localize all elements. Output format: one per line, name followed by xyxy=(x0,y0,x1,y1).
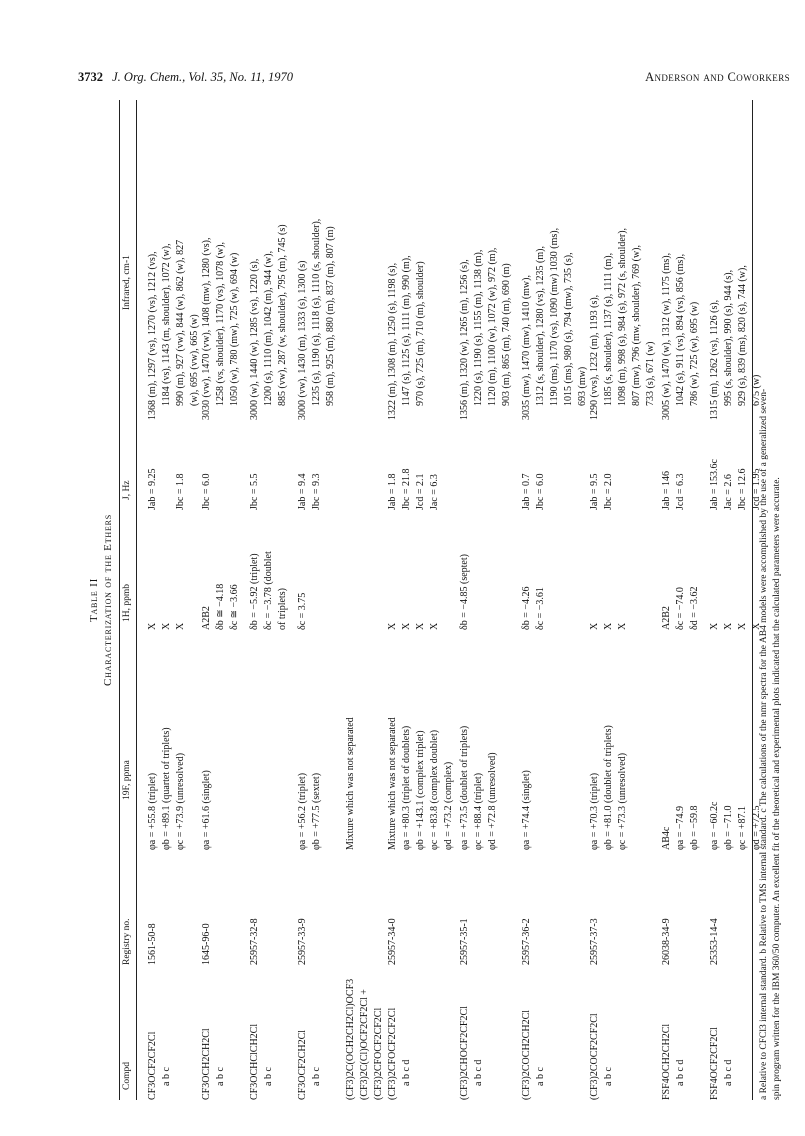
cell-line: FSF4OCH2CH2Cl xyxy=(661,1023,672,1100)
cell-line: 25957-36-2 xyxy=(521,918,532,965)
cell-line: X xyxy=(709,622,720,630)
cell-line: CF3OCF2CH2Cl xyxy=(297,1029,308,1100)
top-rule xyxy=(119,100,120,1100)
cell-line: φc = +73.9 (unresolved) xyxy=(175,752,186,850)
cell-f xyxy=(660,805,702,850)
journal-citation: J. Org. Chem., Vol. 35, No. 11, 1970 xyxy=(112,70,294,84)
cell-line: 1200 (s), 1110 (m), 1042 (m), 944 (w), xyxy=(263,250,274,406)
cell-h xyxy=(386,623,442,630)
cell-reg xyxy=(386,918,400,965)
cell-line: Jbc = 21.8 xyxy=(401,468,412,510)
cell-line: δc = −3.78 (doublet xyxy=(263,551,274,630)
cell-line: φa = −60.2c xyxy=(709,801,720,850)
cell-line: 1315 (m), 1262 (vs), 1126 (s), xyxy=(709,299,720,420)
cell-ir xyxy=(708,265,764,420)
cell-line: X xyxy=(429,622,440,630)
cell-line: (CF3)2CHOCF2CF2Cl xyxy=(459,1006,470,1100)
cell-line: φa = −74.9 xyxy=(675,806,686,850)
cell-line: φa = +70.3 (triplet) xyxy=(589,772,600,850)
cell-line: φc = +83.8 (complex doublet) xyxy=(429,729,440,850)
cell-compd xyxy=(248,1024,276,1100)
cell-line: X xyxy=(415,622,426,630)
cell-ir xyxy=(200,238,242,420)
cell-line: 1185 (s, shoulder), 1137 (s), 1111 (m), xyxy=(603,252,614,406)
cell-ir xyxy=(248,224,290,420)
cell-line: (w), 695 (vw), 665 (w) xyxy=(189,314,200,406)
cell-line: φb = +81.0 (doublet of triplets) xyxy=(603,725,614,850)
cell-line: X xyxy=(175,622,186,630)
cell-line: 1147 (s), 1125 (s), 1111 (m), 990 (m), xyxy=(401,255,412,406)
cell-line: 958 (m), 925 (m), 880 (m), 837 (m), 807 (m) xyxy=(325,226,336,406)
cell-reg xyxy=(458,918,472,965)
cell-line: 1561-50-8 xyxy=(147,923,158,965)
cell-line: 693 (mw) xyxy=(577,366,588,406)
cell-line: 3000 (w), 1440 (w), 1285 (vs), 1220 (s), xyxy=(249,258,260,420)
cell-line: φb = −59.8 xyxy=(689,805,700,850)
cell-line: X xyxy=(401,622,412,630)
cell-ir xyxy=(146,240,202,420)
cell-f xyxy=(344,717,358,850)
cell-line: X xyxy=(617,622,628,630)
cell-line: (CF3)2C(Cl)OCF2CF2Cl + xyxy=(359,989,370,1100)
cell-line: Jbc = 1.8 xyxy=(175,473,186,510)
cell-j xyxy=(386,469,442,510)
cell-line: 1042 (s), 911 (vs), 894 (vs), 856 (ms), xyxy=(675,253,686,406)
cell-line: φa = +74.4 (singlet) xyxy=(521,770,532,850)
cell-line: FSF4OCF2CF2Cl xyxy=(709,1027,720,1100)
cell-line: Jab = 153.6c xyxy=(709,459,720,510)
col-header-infrared: Infrared, cm-1 xyxy=(122,255,132,310)
footnote-line: a Relative to CFCl3 internal standard. b Relative to TMS internal standard. c The calculations of the nmr spectra for the AB4 models were accomplished by the use of a generalized seven- xyxy=(759,388,769,1100)
cell-line: φc = +88.4 (triplet) xyxy=(473,772,484,850)
cell-h xyxy=(146,623,188,630)
cell-line: Jac = 6.3 xyxy=(429,474,440,510)
cell-j xyxy=(146,469,188,510)
cell-line: 3005 (w), 1470 (w), 1312 (w), 1175 (ms), xyxy=(661,252,672,420)
cell-h xyxy=(296,593,310,630)
cell-line: a b c d xyxy=(473,1059,484,1086)
table-title: Table II xyxy=(88,577,100,623)
cell-line: 3030 (vw), 1470 (vw), 1408 (mw), 1280 (vs), xyxy=(201,237,212,420)
cell-line: X xyxy=(603,622,614,630)
cell-line: 1098 (m), 998 (s), 984 (s), 972 (s, shoulder), xyxy=(617,227,628,406)
cell-line: X xyxy=(161,622,172,630)
cell-ir xyxy=(458,248,514,420)
col-header-compd: Compd xyxy=(122,1062,132,1090)
cell-compd xyxy=(146,1032,174,1100)
cell-line: 25353-14-4 xyxy=(709,918,720,965)
cell-h xyxy=(458,554,472,630)
cell-line: (CF3)2CFOCF2CF2Cl xyxy=(373,1007,384,1100)
cell-line: Jbc = 6.0 xyxy=(201,473,212,510)
cell-line: Jbc = 2.0 xyxy=(603,473,614,510)
cell-line: X xyxy=(737,622,748,630)
cell-line: Jab = 1.8 xyxy=(387,473,398,510)
rotated-table xyxy=(88,100,788,1100)
header-rule xyxy=(136,100,137,1100)
cell-line: φa = +55.8 (triplet) xyxy=(147,772,158,850)
cell-ir xyxy=(386,255,428,420)
cell-line: 885 (vw), 287 (w, shoulder), 795 (m), 745 (s) xyxy=(277,224,288,406)
cell-line: δc = −3.61 xyxy=(535,587,546,630)
cell-line: Jbc = 12.6 xyxy=(737,468,748,510)
cell-line: 1120 (m), 1100 (w), 1072 (w), 972 (m), xyxy=(487,247,498,406)
cell-line: a b c d xyxy=(723,1059,734,1086)
col-header-registry: Registry no. xyxy=(122,918,132,965)
cell-line: X xyxy=(751,622,762,630)
cell-line: 25957-34-0 xyxy=(387,918,398,965)
cell-line: 25957-32-8 xyxy=(249,918,260,965)
cell-line: a b c d xyxy=(675,1059,686,1086)
cell-compd xyxy=(296,1030,324,1100)
cell-line: Mixture which was not separated xyxy=(387,717,398,850)
footnote-line: spin program written for the IBM 360/50 computer. An excellent fit of the theoretical and experimental plots indicated that the calculated parameters were accurate. xyxy=(772,477,782,1100)
bottom-rule xyxy=(752,100,753,1100)
cell-f xyxy=(520,770,534,850)
cell-line: A2B2 xyxy=(661,606,672,630)
cell-h xyxy=(520,587,548,631)
cell-line: φa = +61.6 (singlet) xyxy=(201,770,212,850)
cell-line xyxy=(160,469,174,510)
cell-reg xyxy=(588,918,602,965)
cell-line: 807 (mw), 796 (mw, shoulder), 769 (w), xyxy=(631,245,642,406)
cell-line: 3035 (mw), 1470 (mw), 1410 (mw), xyxy=(521,275,532,420)
cell-line: Mixture which was not separated xyxy=(345,717,356,850)
cell-line: Jab = 0.7 xyxy=(521,473,532,510)
cell-line: 1015 (ms), 980 (s), 794 (mw), 735 (s), xyxy=(563,252,574,406)
cell-ir xyxy=(588,228,658,420)
cell-line: Jcd = 1.95 xyxy=(751,468,762,510)
cell-line: 3000 (vw), 1430 (m), 1333 (s), 1300 (s) xyxy=(297,260,308,420)
cell-line: φa = +73.5 (doublet of triplets) xyxy=(459,725,470,850)
cell-j xyxy=(520,474,548,510)
cell-line: (CF3)2CFOCF2CF2Cl xyxy=(387,1007,398,1100)
cell-compd xyxy=(200,1028,228,1100)
cell-line: 903 (m), 865 (m), 740 (m), 690 (m) xyxy=(501,263,512,406)
cell-ir xyxy=(520,228,590,420)
cell-line: δc ≅ −3.66 xyxy=(229,584,240,630)
cell-reg xyxy=(708,918,722,965)
cell-reg xyxy=(520,918,534,965)
cell-line: 1645-96-0 xyxy=(201,923,212,965)
cell-line: X xyxy=(589,622,600,630)
cell-line: a b c xyxy=(215,1067,226,1086)
cell-line: φb = +77.5 (sextet) xyxy=(311,772,322,850)
cell-line: AB4c xyxy=(661,826,672,850)
cell-line: CF3OCF2CF2Cl xyxy=(147,1031,158,1100)
cell-line: φd = +72.5 xyxy=(751,805,762,850)
cell-line: 1050 (w), 780 (mw), 725 (w), 694 (w) xyxy=(229,252,240,406)
cell-line: 995 (s, shoulder), 990 (s), 944 (s), xyxy=(723,269,734,406)
cell-line: φa = +56.2 (triplet) xyxy=(297,772,308,850)
cell-j xyxy=(200,474,214,510)
col-header-j: J, Hz xyxy=(122,480,132,500)
cell-line: Jab = 9.25 xyxy=(147,468,158,510)
cell-line: 733 (s), 671 (w) xyxy=(645,341,656,406)
cell-line: a b c xyxy=(311,1067,322,1086)
cell-line: a b c xyxy=(535,1067,546,1086)
cell-line: Jbc = 6.0 xyxy=(535,473,546,510)
cell-f xyxy=(386,717,456,850)
col-header-1h: 1H, ppmb xyxy=(122,584,132,622)
cell-h xyxy=(660,587,702,631)
cell-line: φc = +73.3 (unresolved) xyxy=(617,752,628,850)
table-footnotes xyxy=(758,100,784,1100)
page-number: 3732 xyxy=(78,70,103,84)
cell-line: (CF3)2COCF2CF2Cl xyxy=(589,1013,600,1100)
cell-reg xyxy=(146,923,160,965)
cell-line: 990 (m), 927 (vw), 844 (w), 862 (w), 827 xyxy=(175,239,186,406)
cell-line: Jab = 9.5 xyxy=(589,473,600,510)
cell-ir xyxy=(296,219,338,420)
page-header xyxy=(78,70,790,86)
cell-line: Jcd = 6.3 xyxy=(675,473,686,510)
cell-line: 1190 (ms), 1170 (vs), 1090 (mw) 1030 (ms), xyxy=(549,227,560,406)
cell-line: 1184 (vs), 1143 (m, shoulder), 1072 (w), xyxy=(161,243,172,406)
cell-h xyxy=(200,584,242,630)
cell-line: φb = −71.0 xyxy=(723,805,734,850)
cell-f xyxy=(708,802,764,850)
cell-line: δb ≅ −4.18 xyxy=(215,583,226,630)
cell-compd xyxy=(520,1010,548,1100)
cell-line: a b c xyxy=(161,1067,172,1086)
cell-line: 25957-35-1 xyxy=(459,918,470,965)
cell-line: a b c xyxy=(603,1067,614,1086)
cell-f xyxy=(146,727,188,850)
cell-line: 1290 (vvs), 1232 (m), 1193 (s), xyxy=(589,294,600,420)
cell-j xyxy=(588,474,616,510)
cell-f xyxy=(200,770,214,850)
cell-line: 25957-37-3 xyxy=(589,918,600,965)
cell-line: 675 (w) xyxy=(751,374,762,406)
cell-line: X xyxy=(147,622,158,630)
cell-compd xyxy=(660,1024,688,1100)
cell-line: 26038-34-9 xyxy=(661,918,672,965)
cell-f xyxy=(588,725,630,850)
cell-line: 1220 (s), 1190 (s), 1155 (m), 1138 (m), xyxy=(473,249,484,406)
cell-line: Jab = 146 xyxy=(661,471,672,510)
cell-compd xyxy=(344,979,386,1100)
cell-line: δd = −3.62 xyxy=(689,586,700,630)
cell-h xyxy=(588,623,630,630)
cell-line: 1356 (m), 1320 (w), 1265 (m), 1256 (s), xyxy=(459,259,470,420)
cell-line: X xyxy=(723,622,734,630)
cell-line: δb = −4.26 xyxy=(521,586,532,630)
cell-line: of triplets) xyxy=(277,588,288,630)
cell-line: φb = +89.1 (quartet of triplets) xyxy=(161,727,172,850)
cell-line: 786 (w), 725 (w), 695 (w) xyxy=(689,301,700,406)
cell-line: a b c xyxy=(263,1067,274,1086)
cell-j xyxy=(296,474,324,510)
cell-line: φd = +73.2 (complex) xyxy=(443,761,454,850)
cell-compd xyxy=(588,1013,616,1100)
cell-compd xyxy=(708,1027,736,1100)
cell-line: δc = 3.75 xyxy=(297,592,308,630)
cell-line: Jbc = 5.5 xyxy=(249,473,260,510)
cell-line: Jcd = 2.1 xyxy=(415,473,426,510)
cell-line: φd = +72.8 (unresolved) xyxy=(487,752,498,850)
cell-h xyxy=(248,551,290,630)
cell-line: φa = +80.3 (triplet of doublets) xyxy=(401,725,412,850)
cell-f xyxy=(458,726,500,850)
cell-line: A2B2 xyxy=(201,606,212,630)
cell-line: 929 (s), 839 (ms), 820 (s), 744 (w), xyxy=(737,265,748,406)
cell-reg xyxy=(200,923,214,965)
cell-line: φb = +143.1 (complex triplet) xyxy=(415,730,426,850)
cell-reg xyxy=(660,918,674,965)
cell-line: φc = +87.1 xyxy=(737,806,748,850)
cell-compd xyxy=(386,1008,414,1100)
cell-line: CF3OCH2CH2Cl xyxy=(201,1028,212,1100)
cell-line: δb = −4.85 (septet) xyxy=(459,554,470,630)
cell-line: δb = −5.92 (triplet) xyxy=(249,553,260,630)
table-subtitle: Characterization of the Ethers xyxy=(102,513,114,687)
col-header-19f: 19F, ppma xyxy=(122,760,132,800)
cell-line: X xyxy=(387,622,398,630)
cell-line: (CF3)2COCH2CH2Cl xyxy=(521,1009,532,1100)
cell-line: Jab = 9.4 xyxy=(297,473,308,510)
cell-line: Jbc = 9.3 xyxy=(311,473,322,510)
cell-f xyxy=(296,773,324,850)
cell-line: Jac = 2.6 xyxy=(723,474,734,510)
cell-compd xyxy=(458,1006,486,1100)
cell-reg xyxy=(248,918,262,965)
cell-line: 1368 (m), 1297 (vs), 1270 (vs), 1212 (vs), xyxy=(147,251,158,420)
cell-h xyxy=(708,623,764,630)
cell-j xyxy=(248,474,262,510)
cell-line: δc = −74.0 xyxy=(675,587,686,630)
cell-line: a b c d xyxy=(401,1059,412,1086)
cell-line: (CF3)2C(OCH2CH2Cl)OCF3 xyxy=(345,978,356,1100)
cell-ir xyxy=(660,253,702,420)
cell-j xyxy=(708,459,764,510)
cell-line: CF3OCHClCH2Cl xyxy=(249,1023,260,1100)
cell-reg xyxy=(296,918,310,965)
cell-line: 1322 (m), 1308 (m), 1250 (s), 1198 (s), xyxy=(387,262,398,420)
cell-line: 1258 (vs, shoulder), 1170 (vs), 1078 (w), xyxy=(215,241,226,406)
cell-line: 1235 (s), 1190 (s), 1118 (s), 1110 (s, shoulder), xyxy=(311,218,322,406)
cell-j xyxy=(660,471,688,510)
cell-line: 970 (s), 725 (m), 710 (m), shoulder) xyxy=(415,261,426,406)
cell-line: 25957-33-9 xyxy=(297,918,308,965)
cell-line: 1312 (s, shoulder), 1280 (vs), 1235 (m), xyxy=(535,246,546,406)
running-head-authors: Anderson and Coworkers xyxy=(645,70,790,84)
